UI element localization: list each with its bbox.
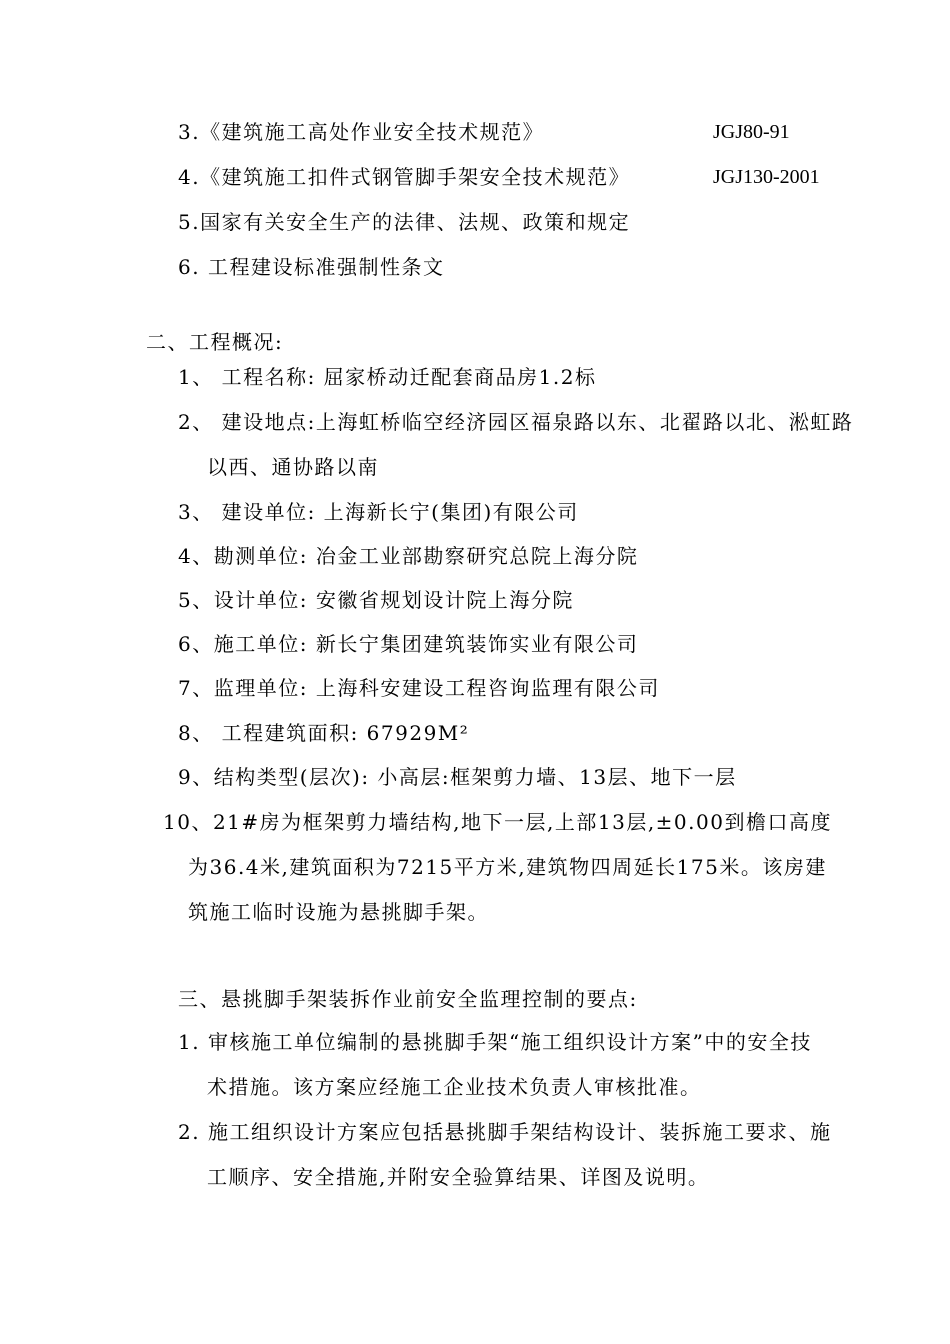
reference-4: 4.《建筑施工扣件式钢管脚手架安全技术规范》 — [178, 165, 631, 189]
reference-4-code: JGJ130-2001 — [713, 166, 820, 188]
section-2-item: 筑施工临时设施为悬挑脚手架。 — [188, 900, 489, 924]
section-3-item: 术措施。该方案应经施工企业技术负责人审核批准。 — [207, 1075, 702, 1099]
section-2-item: 7、监理单位: 上海科安建设工程咨询监理有限公司 — [178, 676, 660, 700]
section-2-item: 1、 工程名称: 屈家桥动迁配套商品房1.2标 — [178, 365, 597, 389]
section-2-item: 10、21#房为框架剪力墙结构,地下一层,上部13层,±0.00到檐口高度 — [163, 810, 832, 834]
section-3-item: 2. 施工组织设计方案应包括悬挑脚手架结构设计、装拆施工要求、施 — [178, 1120, 832, 1144]
section-3-item: 工顺序、安全措施,并附安全验算结果、详图及说明。 — [207, 1165, 710, 1189]
section-2-item: 4、勘测单位: 冶金工业部勘察研究总院上海分院 — [178, 544, 639, 568]
reference-3: 3.《建筑施工高处作业安全技术规范》 — [178, 120, 545, 144]
section-2-item: 6、施工单位: 新长宁集团建筑装饰实业有限公司 — [178, 632, 639, 656]
section-2-item: 以西、通协路以南 — [207, 455, 379, 479]
section-3-item: 1. 审核施工单位编制的悬挑脚手架“施工组织设计方案”中的安全技 — [178, 1030, 812, 1054]
section-2-heading: 二、工程概况: — [146, 330, 284, 354]
section-2-item: 9、结构类型(层次): 小高层:框架剪力墙、13层、地下一层 — [178, 765, 737, 789]
section-2-item: 8、 工程建筑面积: 67929M² — [178, 721, 470, 745]
reference-3-code: JGJ80-91 — [713, 121, 790, 143]
section-2-item: 5、设计单位: 安徽省规划设计院上海分院 — [178, 588, 574, 612]
section-3-heading: 三、悬挑脚手架装拆作业前安全监理控制的要点: — [178, 987, 638, 1011]
section-2-item: 3、 建设单位: 上海新长宁(集团)有限公司 — [178, 500, 579, 524]
section-2-item: 2、 建设地点:上海虹桥临空经济园区福泉路以东、北翟路以北、淞虹路 — [178, 410, 854, 434]
section-2-item: 为36.4米,建筑面积为7215平方米,建筑物四周延长175米。该房建 — [188, 855, 827, 879]
reference-5: 5.国家有关安全生产的法律、法规、政策和规定 — [178, 210, 631, 234]
reference-6: 6. 工程建设标准强制性条文 — [178, 255, 445, 279]
